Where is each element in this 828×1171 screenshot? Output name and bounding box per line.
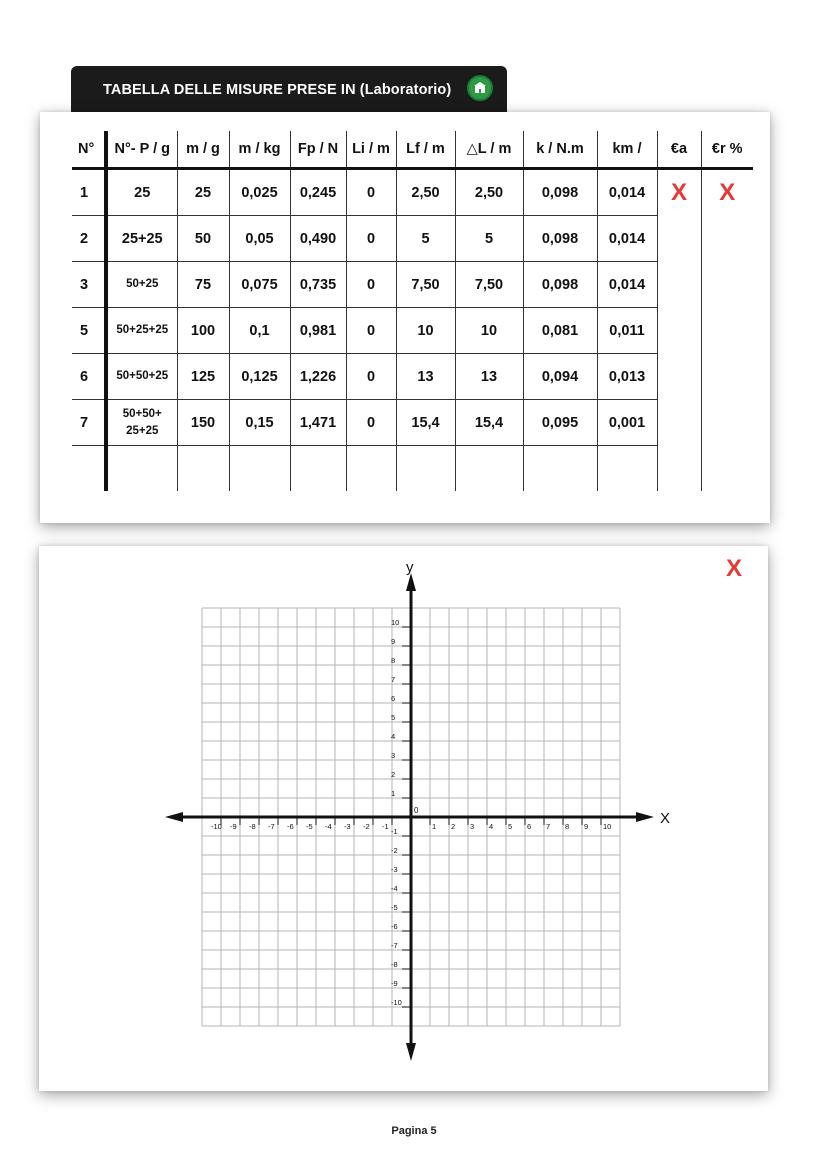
y-tick-label: 1 <box>391 789 396 798</box>
table-cell: 5 <box>396 216 455 262</box>
x-tick-label: -10 <box>211 822 222 831</box>
error-cell <box>701 446 753 491</box>
x-tick-label: 8 <box>565 822 570 831</box>
table-cell: 0,014 <box>597 169 657 216</box>
table-cell: 10 <box>396 308 455 354</box>
column-header: €r % <box>701 131 753 169</box>
table-cell: 7,50 <box>396 262 455 308</box>
y-tick-label: -2 <box>391 846 398 855</box>
table-cell: 0,081 <box>523 308 597 354</box>
table-cell: 0 <box>346 216 396 262</box>
table-cell: 125 <box>177 354 229 400</box>
table-cell: 0,1 <box>229 308 290 354</box>
table-cell: 0,125 <box>229 354 290 400</box>
table-cell: 15,4 <box>455 400 523 446</box>
x-tick-label: -8 <box>249 822 256 831</box>
error-abs-mark <box>657 169 701 216</box>
column-header: km / <box>597 131 657 169</box>
column-header: Lf / m <box>396 131 455 169</box>
table-cell: 100 <box>177 308 229 354</box>
x-tick-label: -9 <box>230 822 237 831</box>
table-cell: 3 <box>72 262 106 308</box>
table-cell: 150 <box>177 400 229 446</box>
table-cell: 0,014 <box>597 216 657 262</box>
table-cell: 0,094 <box>523 354 597 400</box>
table-row <box>72 216 753 262</box>
error-mark: X <box>670 178 687 206</box>
y-tick-label: 4 <box>391 732 396 741</box>
y-tick-label: 7 <box>391 675 396 684</box>
table-cell: 25 <box>106 169 177 216</box>
table-cell <box>177 446 229 491</box>
table-cell <box>229 446 290 491</box>
table-cell: 15,4 <box>396 400 455 446</box>
table-cell: 75 <box>177 262 229 308</box>
measurements-card <box>40 112 770 523</box>
y-tick-label: -1 <box>391 827 398 836</box>
y-tick-label: -8 <box>391 960 398 969</box>
y-tick-label: -4 <box>391 884 398 893</box>
table-cell: 0,013 <box>597 354 657 400</box>
x-axis-label: X <box>660 810 671 827</box>
table-cell: 2,50 <box>396 169 455 216</box>
table-cell: 0,981 <box>290 308 346 354</box>
table-cell: 0 <box>346 354 396 400</box>
table-cell: 0 <box>346 262 396 308</box>
y-tick-label: 8 <box>391 656 396 665</box>
page-number: Pagina 5 <box>391 1125 437 1137</box>
table-cell: 2 <box>72 216 106 262</box>
table-cell: 50 <box>177 216 229 262</box>
table-cell <box>290 446 346 491</box>
x-tick-label: 7 <box>546 822 551 831</box>
y-tick-label: 2 <box>391 770 396 779</box>
table-cell: 1 <box>72 169 106 216</box>
table-cell: 0,014 <box>597 262 657 308</box>
table-cell: 5 <box>72 308 106 354</box>
table-cell: 6 <box>72 354 106 400</box>
x-axis-arrow-right <box>636 812 654 822</box>
table-cell: 0,098 <box>523 216 597 262</box>
table-cell: 50+50+ 25+25 <box>106 400 177 446</box>
error-rel-mark <box>701 169 753 216</box>
table-cell: 25 <box>177 169 229 216</box>
table-cell: 0 <box>346 400 396 446</box>
table-cell: 0,735 <box>290 262 346 308</box>
x-tick-label: 3 <box>470 822 475 831</box>
table-cell: 50+25 <box>106 262 177 308</box>
table-cell <box>396 446 455 491</box>
y-axis-arrow-down <box>406 1043 416 1061</box>
table-cell: 1,226 <box>290 354 346 400</box>
table-cell: 50+25+25 <box>106 308 177 354</box>
y-tick-label: 3 <box>391 751 396 760</box>
table-row <box>72 400 753 446</box>
table-cell <box>106 446 177 491</box>
x-tick-label: -3 <box>344 822 351 831</box>
table-title-tab <box>71 66 507 114</box>
error-cell <box>657 308 701 354</box>
y-tick-label: -5 <box>391 903 398 912</box>
error-mark: X <box>719 178 736 206</box>
table-cell: 0,05 <box>229 216 290 262</box>
y-tick-label: -9 <box>391 979 398 988</box>
table-cell: 2,50 <box>455 169 523 216</box>
measurements-table <box>72 131 753 491</box>
column-header: △L / m <box>455 131 523 169</box>
table-cell: 13 <box>455 354 523 400</box>
table-cell: 0,490 <box>290 216 346 262</box>
table-cell: 7 <box>72 400 106 446</box>
column-header: Li / m <box>346 131 396 169</box>
table-cell <box>597 446 657 491</box>
column-header: N° <box>72 131 106 169</box>
error-cell <box>701 308 753 354</box>
table-cell: 7,50 <box>455 262 523 308</box>
x-tick-label: 1 <box>432 822 437 831</box>
x-tick-label: 5 <box>508 822 513 831</box>
table-row <box>72 354 753 400</box>
column-header: m / kg <box>229 131 290 169</box>
table-cell: 0,025 <box>229 169 290 216</box>
x-tick-label: -6 <box>287 822 294 831</box>
table-cell: 5 <box>455 216 523 262</box>
x-tick-label: 6 <box>527 822 532 831</box>
table-cell: 0,098 <box>523 169 597 216</box>
table-row <box>72 262 753 308</box>
y-tick-label: 5 <box>391 713 396 722</box>
table-cell <box>346 446 396 491</box>
table-row <box>72 308 753 354</box>
table-cell: 0,011 <box>597 308 657 354</box>
table-cell: 10 <box>455 308 523 354</box>
x-axis-arrow-left <box>165 812 183 822</box>
column-header: N°- P / g <box>106 131 177 169</box>
y-tick-label: 10 <box>391 618 400 627</box>
error-cell <box>657 216 701 262</box>
y-tick-label: -10 <box>391 998 402 1007</box>
x-tick-label: 10 <box>603 822 612 831</box>
x-tick-label: -5 <box>306 822 313 831</box>
table-cell <box>455 446 523 491</box>
table-cell: 0 <box>346 308 396 354</box>
table-cell <box>72 446 106 491</box>
table-cell: 0,075 <box>229 262 290 308</box>
table-cell: 0,095 <box>523 400 597 446</box>
table-cell: 0,245 <box>290 169 346 216</box>
error-cell <box>701 354 753 400</box>
table-cell: 0,15 <box>229 400 290 446</box>
table-cell: 0,001 <box>597 400 657 446</box>
y-tick-label: 9 <box>391 637 396 646</box>
error-cell <box>657 446 701 491</box>
column-header: m / g <box>177 131 229 169</box>
column-header: k / N.m <box>523 131 597 169</box>
school-logo-icon <box>467 75 493 101</box>
error-cell <box>701 216 753 262</box>
graph-error-mark: X <box>726 555 743 582</box>
column-header: €a <box>657 131 701 169</box>
error-cell <box>701 262 753 308</box>
table-row <box>72 169 753 216</box>
table-cell: 1,471 <box>290 400 346 446</box>
column-header: Fp / N <box>290 131 346 169</box>
y-axis-label: y <box>406 559 414 576</box>
x-tick-label: -7 <box>268 822 275 831</box>
error-cell <box>657 354 701 400</box>
error-cell <box>657 262 701 308</box>
y-tick-label: 6 <box>391 694 396 703</box>
y-tick-label: -3 <box>391 865 398 874</box>
x-tick-label: 4 <box>489 822 494 831</box>
table-row <box>72 446 753 491</box>
table-cell: 13 <box>396 354 455 400</box>
table-cell: 50+50+25 <box>106 354 177 400</box>
origin-label: 0 <box>414 806 419 815</box>
cartesian-plane <box>39 546 768 1091</box>
table-header-row <box>72 131 753 169</box>
y-tick-label: -6 <box>391 922 398 931</box>
error-cell <box>657 400 701 446</box>
x-tick-label: -4 <box>325 822 332 831</box>
table-title: TABELLA DELLE MISURE PRESE IN (Laboratorio) <box>103 82 452 98</box>
x-tick-label: -1 <box>382 822 389 831</box>
table-cell: 25+25 <box>106 216 177 262</box>
table-cell: 0 <box>346 169 396 216</box>
x-tick-label: -2 <box>363 822 370 831</box>
y-tick-label: -7 <box>391 941 398 950</box>
error-cell <box>701 400 753 446</box>
x-tick-label: 9 <box>584 822 589 831</box>
x-tick-label: 2 <box>451 822 456 831</box>
table-cell: 0,098 <box>523 262 597 308</box>
table-cell <box>523 446 597 491</box>
graph-card <box>39 546 768 1091</box>
